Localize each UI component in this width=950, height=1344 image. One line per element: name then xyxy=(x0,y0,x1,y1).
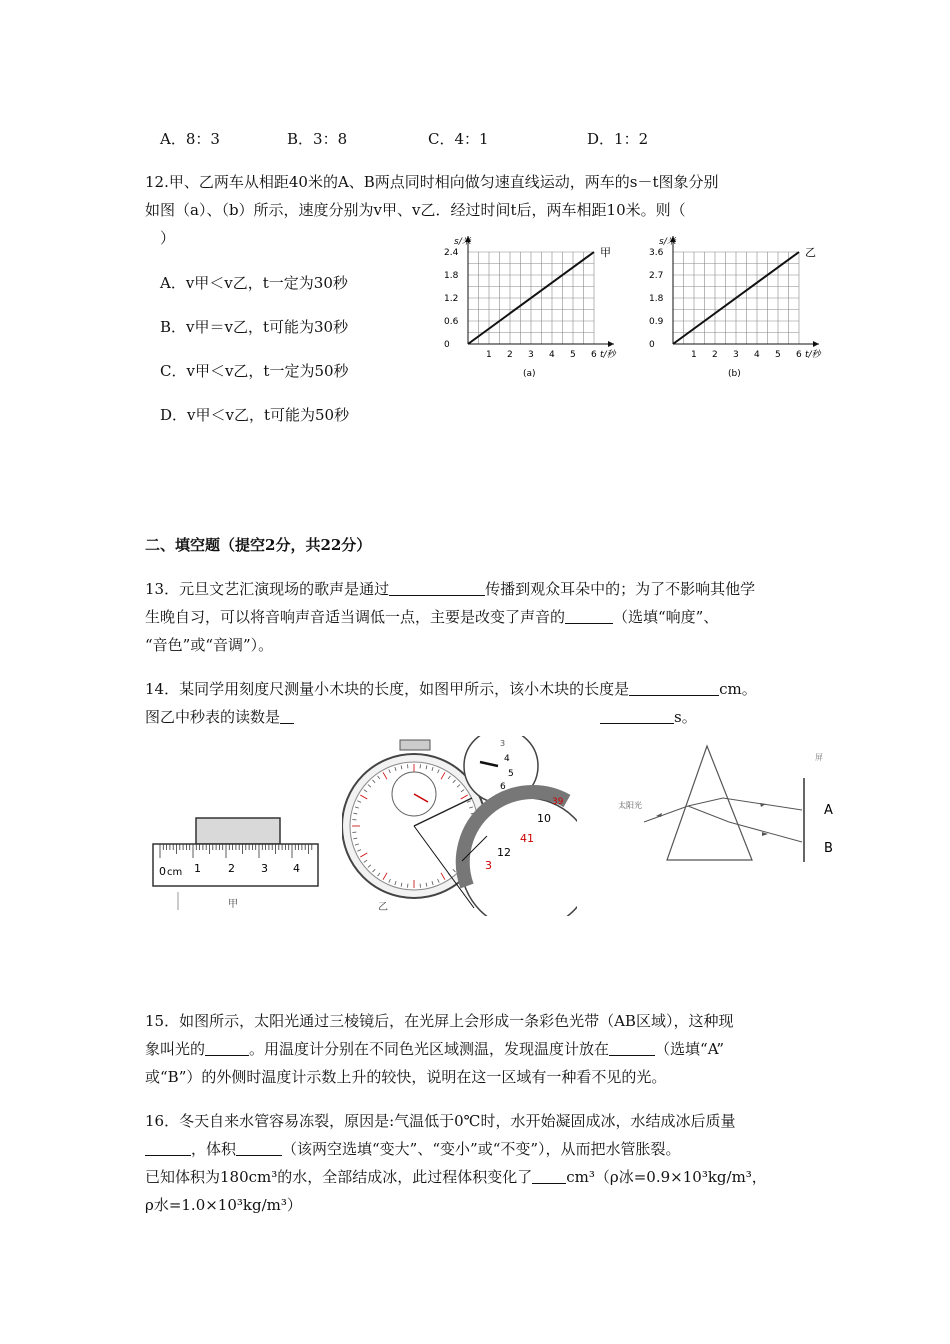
q15-text-2b: 。用温度计分别在不同色光区域测温，发现温度计放在 xyxy=(249,1040,610,1058)
zoom-3: 3 xyxy=(485,859,492,872)
chart-b-xtick-4: 4 xyxy=(754,350,760,360)
q16-text-2b: （该两空选填“变大”、“变小”或“不变”），从而把水管胀裂。 xyxy=(282,1140,681,1158)
q12-option-b: B．v甲＝v乙，t可能为30秒 xyxy=(160,318,349,336)
ruler-figure xyxy=(148,812,323,912)
zoom-top-5: 5 xyxy=(508,769,514,779)
q14-text-2: 图乙中秒表的读数是 xyxy=(145,708,281,726)
prism xyxy=(667,746,752,860)
q13-line1 xyxy=(145,579,755,599)
q12-option-c: C．v甲＜v乙，t一定为50秒 xyxy=(160,362,349,380)
screen-label: 屏 xyxy=(815,753,823,762)
chart-b-ytick-1.8: 1.8 xyxy=(649,294,664,304)
q14-line2-right xyxy=(600,707,697,727)
q12-option-a: A．v甲＜v乙，t一定为30秒 xyxy=(160,274,348,292)
q11-option-c: C．4：1 xyxy=(428,130,489,148)
chart-a xyxy=(435,222,640,382)
q13-line2 xyxy=(145,607,718,627)
q16-blank-2[interactable] xyxy=(236,1141,282,1156)
zoom-41: 41 xyxy=(520,832,534,845)
q14-text-1a: 14．某同学用刻度尺测量小木块的长度，如图甲所示，该小木块的长度是 xyxy=(145,680,630,698)
q14-line1 xyxy=(145,679,757,699)
chart-b-xlabel: t/秒 xyxy=(805,350,821,360)
q15-line2 xyxy=(145,1039,724,1059)
wood-block xyxy=(196,818,280,844)
chart-b-ytick-0.9: 0.9 xyxy=(649,317,664,327)
chart-a-xlabel: t/秒 xyxy=(600,350,616,360)
q16-text-2a: ，体积 xyxy=(191,1140,237,1158)
stopwatch-caption: 乙 xyxy=(378,902,388,913)
section2-title: 二、填空题（提空2分，共22分） xyxy=(145,536,372,554)
ruler-label-3: 3 xyxy=(261,862,268,875)
ruler-label-2: 2 xyxy=(228,862,235,875)
ruler-label-1: 1 xyxy=(194,862,201,875)
chart-a-ytick-1.8: 1.8 xyxy=(444,271,459,281)
q16-blank-3[interactable] xyxy=(532,1169,566,1184)
chart-a-title: (a) xyxy=(523,369,536,379)
q16-line2 xyxy=(145,1139,681,1159)
chart-a-xtick-1: 1 xyxy=(486,350,492,360)
q14-line2 xyxy=(145,707,294,727)
chart-a-series-label: 甲 xyxy=(600,246,611,259)
chart-a-ytick-0.6: 0.6 xyxy=(444,317,459,327)
q14-blank-1[interactable] xyxy=(629,681,719,696)
zoom-top-6: 6 xyxy=(500,782,506,792)
chart-a-xtick-5: 5 xyxy=(570,350,576,360)
q11-option-a: A．8：3 xyxy=(160,130,220,148)
zoom-top-4: 4 xyxy=(504,754,510,764)
chart-b-xtick-5: 5 xyxy=(775,350,781,360)
chart-b-series-label: 乙 xyxy=(805,246,816,259)
chart-b xyxy=(640,222,840,382)
stopwatch-figure xyxy=(342,736,577,916)
chart-a-ytick-1.2: 1.2 xyxy=(444,294,459,304)
q14-blank-2a[interactable] xyxy=(280,709,294,724)
prism-figure xyxy=(612,740,842,865)
ray-a xyxy=(688,798,802,810)
chart-b-ytick-3.6: 3.6 xyxy=(649,248,664,258)
zoom-10: 10 xyxy=(537,812,551,825)
ruler-unit: cm xyxy=(167,867,183,878)
q15-line3: 或“B”）的外侧时温度计示数上升的较快，说明在这一区域有一种看不见的光。 xyxy=(145,1068,667,1086)
q15-blank-1[interactable] xyxy=(205,1041,249,1056)
q14-blank-2b[interactable] xyxy=(600,709,674,724)
q13-line3: “音色”或“音调”）。 xyxy=(145,636,274,654)
q13-blank-1[interactable] xyxy=(389,581,485,596)
q14-text-1b: cm。 xyxy=(719,680,757,698)
q13-text-2b: （选填“响度”、 xyxy=(613,608,719,626)
q12-option-d: D．v甲＜v乙，t可能为50秒 xyxy=(160,406,350,424)
chart-b-ytick-2.7: 2.7 xyxy=(649,271,664,281)
chart-a-xtick-6: 6 xyxy=(591,350,597,360)
ruler-caption: 甲 xyxy=(228,899,238,910)
q13-blank-2[interactable] xyxy=(565,609,613,624)
zoom-39: 39 xyxy=(552,797,564,807)
chart-a-xtick-3: 3 xyxy=(528,350,534,360)
q11-option-b: B．3：8 xyxy=(287,130,348,148)
chart-a-xtick-4: 4 xyxy=(549,350,555,360)
q15-blank-2[interactable] xyxy=(609,1041,655,1056)
q13-text-1a: 13．元旦文艺汇演现场的歌声是通过 xyxy=(145,580,390,598)
screen-B: B xyxy=(824,841,833,856)
q13-text-1b: 传播到观众耳朵中的；为了不影响其他学 xyxy=(485,580,756,598)
zoom-12: 12 xyxy=(497,846,511,859)
chart-b-x-arrow xyxy=(813,341,819,347)
q16-line1: 16．冬天自来水管容易冻裂，原因是:气温低于0℃时，水开始凝固成冰，水结成冰后质量 xyxy=(145,1112,736,1130)
q16-text-3b: cm³（ρ冰=0.9×10³kg/m³， xyxy=(566,1168,767,1186)
chart-a-x-arrow xyxy=(608,341,614,347)
q12-line3: ） xyxy=(160,229,176,247)
screen-A: A xyxy=(824,803,833,818)
sunlight-label: 太阳光 xyxy=(618,801,642,810)
chart-b-title: (b) xyxy=(728,369,741,379)
q11-option-d: D．1：2 xyxy=(587,130,649,148)
q16-text-3a: 已知体积为180cm³的水，全部结成冰，此过程体积变化了 xyxy=(145,1168,533,1186)
chart-a-ytick-0: 0 xyxy=(444,340,450,350)
q13-text-2a: 生晚自习，可以将音响声音适当调低一点，主要是改变了声音的 xyxy=(145,608,566,626)
ruler-label-4: 4 xyxy=(293,862,300,875)
chart-b-ytick-0: 0 xyxy=(649,340,655,350)
chart-b-xtick-3: 3 xyxy=(733,350,739,360)
chart-a-ylabel: s/米 xyxy=(454,237,471,247)
q12-line1: 12.甲、乙两车从相距40米的A、B两点同时相向做匀速直线运动，两车的s－t图象分别 xyxy=(145,173,719,191)
ray-b xyxy=(688,806,802,842)
chart-b-xtick-1: 1 xyxy=(691,350,697,360)
q15-line1: 15．如图所示，太阳光通过三棱镜后，在光屏上会形成一条彩色光带（AB区域），这种现 xyxy=(145,1012,734,1030)
q14-text-2b: s。 xyxy=(674,708,697,726)
q16-blank-1[interactable] xyxy=(145,1141,191,1156)
stopwatch-crown xyxy=(400,740,430,750)
q15-text-2a: 象叫光的 xyxy=(145,1040,206,1058)
q12-line2: 如图（a）、（b）所示，速度分别为v甲、v乙．经过时间t后，两车相距10米。则（ xyxy=(145,201,686,219)
q16-line3 xyxy=(145,1167,767,1187)
chart-a-xtick-2: 2 xyxy=(507,350,513,360)
q15-text-2c: （选填“A” xyxy=(655,1040,724,1058)
chart-b-ylabel: s/米 xyxy=(659,237,676,247)
chart-a-ytick-2.4: 2.4 xyxy=(444,248,459,258)
chart-b-xtick-2: 2 xyxy=(712,350,718,360)
chart-b-xtick-6: 6 xyxy=(796,350,802,360)
q16-line4: ρ水=1.0×10³kg/m³） xyxy=(145,1196,302,1214)
ruler-label-0: 0 xyxy=(159,865,166,878)
svg-text:3: 3 xyxy=(500,739,506,748)
